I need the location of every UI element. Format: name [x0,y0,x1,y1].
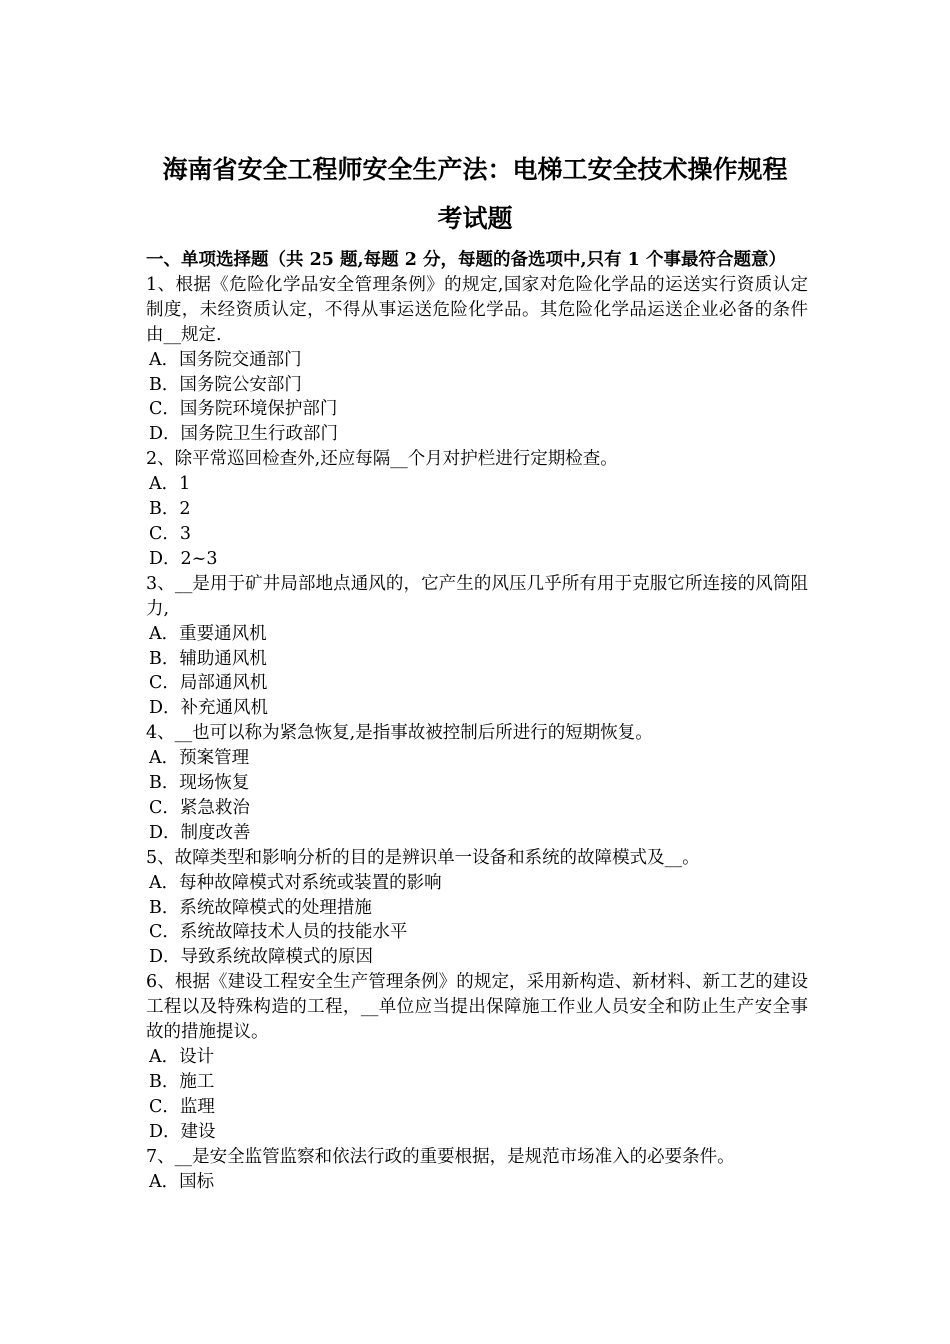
option-b: B．辅助通风机 [149,648,267,669]
option-a: A．1 [149,474,191,495]
option-c: C．3 [149,523,192,544]
question-text: 5、故障类型和影响分析的目的是辨识单一设备和系统的故障模式及__。 [146,847,700,868]
option-a: A．设计 [149,1047,215,1067]
option-b: B．国务院公安部门 [149,374,302,395]
option-a: A．重要通风机 [149,623,267,644]
option-d: D．国务院卫生行政部门 [149,424,339,445]
option-d: D．制度改善 [149,822,251,843]
option-a: A．国标 [149,1171,215,1192]
question-7 [146,1145,808,1195]
question-text: 2、除平常巡回检查外,还应每隔__个月对护栏进行定期检查。 [146,449,618,470]
option-d: D．导致系统故障模式的原因 [149,947,374,968]
question-text: 1、根据《危险化学品安全管理条例》的规定,国家对危险化学品的运送实行资质认定制度，未经资质认定，不得从事运送危险化学品。其危险化学品运送企业必备的条件由__规定. [146,274,808,345]
question-text: 3、__是用于矿井局部地点通风的，它产生的风压几乎所有用于克服它所连接的风筒阻力, [146,573,808,619]
option-a: A．国务院交通部门 [149,349,302,370]
question-text: 4、__也可以称为紧急恢复,是指事故被控制后所进行的短期恢复。 [146,723,653,744]
option-c: C．系统故障技术人员的技能水平 [149,922,408,943]
question-4 [146,721,808,846]
option-b: B．施工 [149,1071,215,1092]
option-c: C．国务院环境保护部门 [149,399,338,420]
option-b: B．2 [149,499,191,520]
question-text: 7、__是安全监管监察和依法行政的重要根据，是规范市场准入的必要条件。 [146,1146,735,1167]
question-2 [146,447,808,572]
document-title-line-1: 海南省安全工程师安全生产法：电梯工安全技术操作规程 [162,155,788,184]
option-d: D．补充通风机 [149,698,269,719]
option-c: C．监理 [149,1096,215,1117]
question-3 [146,572,808,721]
option-c: C．紧急救治 [149,797,250,818]
document-body [146,248,808,1194]
option-a: A．预案管理 [149,748,250,769]
question-5 [146,846,808,971]
option-d: D．建设 [149,1121,216,1142]
question-6 [146,970,808,1144]
question-1 [146,273,808,447]
option-b: B．现场恢复 [149,773,250,794]
option-c: C．局部通风机 [149,673,268,694]
option-b: B．系统故障模式的处理措施 [149,897,372,918]
section-heading: 一、单项选择题（共 25 题,每题 2 分，每题的备选项中,只有 1 个事最符合题意） [146,250,786,270]
question-text: 6、根据《建设工程安全生产管理条例》的规定，采用新构造、新材料、新工艺的建设工程以及特殊构造的工程，__单位应当提出保障施工作业人员安全和防止生产安全事故的措施提议。 [146,972,808,1043]
option-a: A．每种故障模式对系统或装置的影响 [149,872,442,893]
option-d: D．2~3 [149,548,218,569]
document-title-line-2: 考试题 [437,204,513,233]
